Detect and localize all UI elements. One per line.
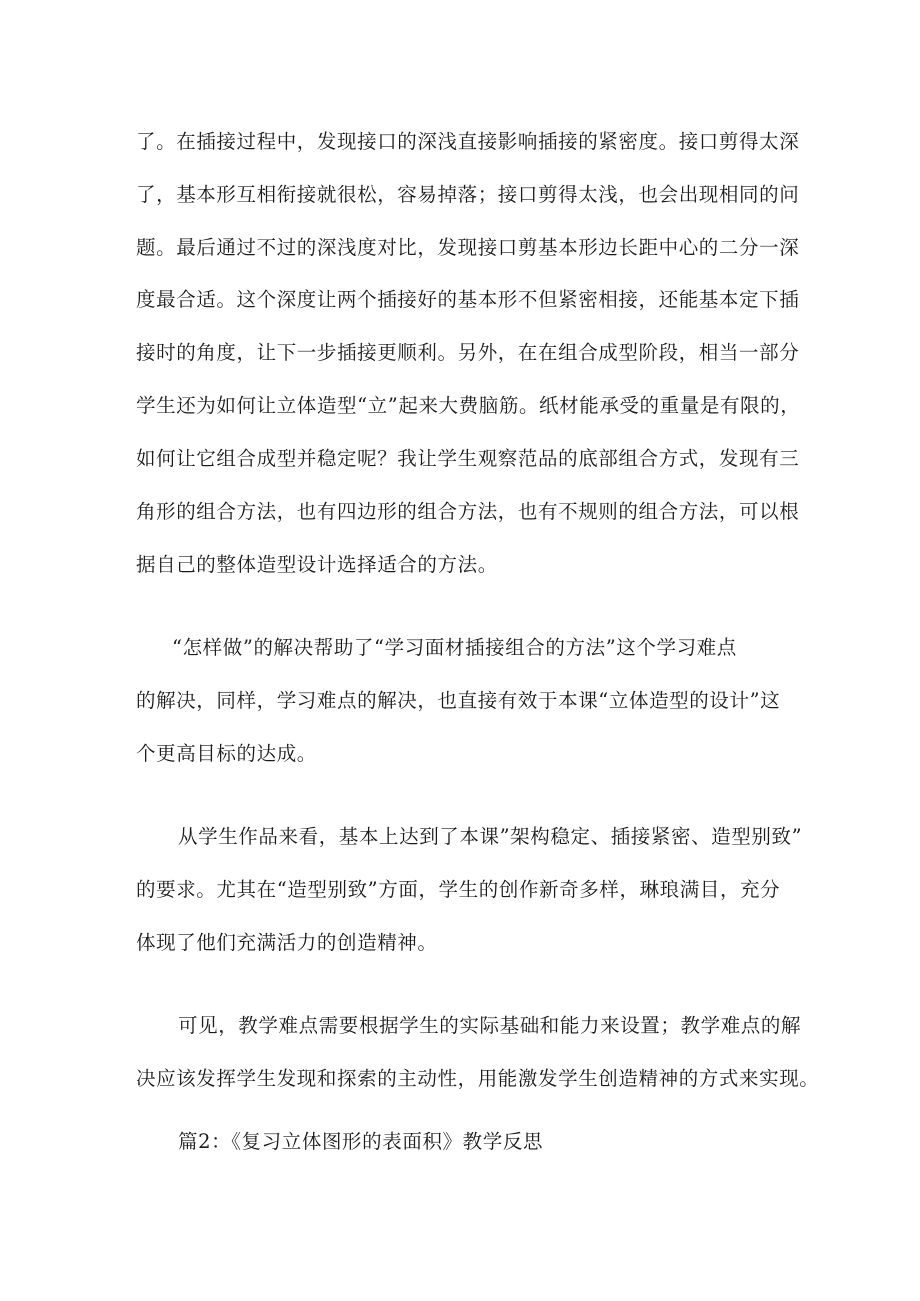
paragraph-1-line-8: 角形的组合方法，也有四边形的组合方法，也有不规则的组合方法，可以根 — [136, 500, 800, 523]
paragraph-2-line-3: 个更高目标的达成。 — [136, 742, 317, 765]
paragraph-3-line-2: 的要求。尤其在“造型别致”方面，学生的创作新奇多样，琳琅满目，充分 — [136, 878, 781, 901]
paragraph-1-line-1: 了。在插接过程中，发现接口的深浅直接影响插接的紧密度。接口剪得太深 — [136, 130, 800, 153]
paragraph-1-line-9: 据自己的整体造型设计选择适合的方法。 — [136, 553, 498, 576]
paragraph-4-line-1: 可见，教学难点需要根据学生的实际基础和能力来设置；教学难点的解 — [178, 1014, 802, 1037]
paragraph-4-line-2: 决应该发挥学生发现和探索的主动性，用能激发学生创造精神的方式来实现。 — [136, 1067, 820, 1090]
paragraph-3-line-1: 从学生作品来看，基本上达到了本课”架构稳定、插接紧密、造型别致” — [178, 825, 803, 848]
paragraph-1-line-7: 如何让它组合成型并稳定呢？我让学生观察范品的底部组合方式，发现有三 — [136, 447, 800, 470]
paragraph-1-line-5: 接时的角度，让下一步插接更顺利。另外，在在组合成型阶段，相当一部分 — [136, 341, 800, 364]
paragraph-1-line-6: 学生还为如何让立体造型“立”起来大费脑筋。纸材能承受的重量是有限的， — [136, 394, 801, 417]
paragraph-1-line-2: 了，基本形互相衔接就很松，容易掉落；接口剪得太浅，也会出现相同的问 — [136, 183, 800, 206]
paragraph-1-line-3: 题。最后通过不过的深浅度对比，发现接口剪基本形边长距中心的二分一深 — [136, 236, 800, 259]
section-heading: 篇2：《复习立体图形的表面积》教学反思 — [178, 1130, 544, 1153]
paragraph-2-line-1: “怎样做”的解决帮助了“学习面材插接组合的方法”这个学习难点 — [172, 636, 737, 659]
paragraph-1-line-4: 度最合适。这个深度让两个插接好的基本形不但紧密相接，还能基本定下插 — [136, 288, 800, 311]
paragraph-2-line-2: 的解决，同样，学习难点的解决，也直接有效于本课“立体造型的设计”这 — [136, 689, 781, 712]
paragraph-3-line-3: 体现了他们充满活力的创造精神。 — [136, 931, 438, 954]
